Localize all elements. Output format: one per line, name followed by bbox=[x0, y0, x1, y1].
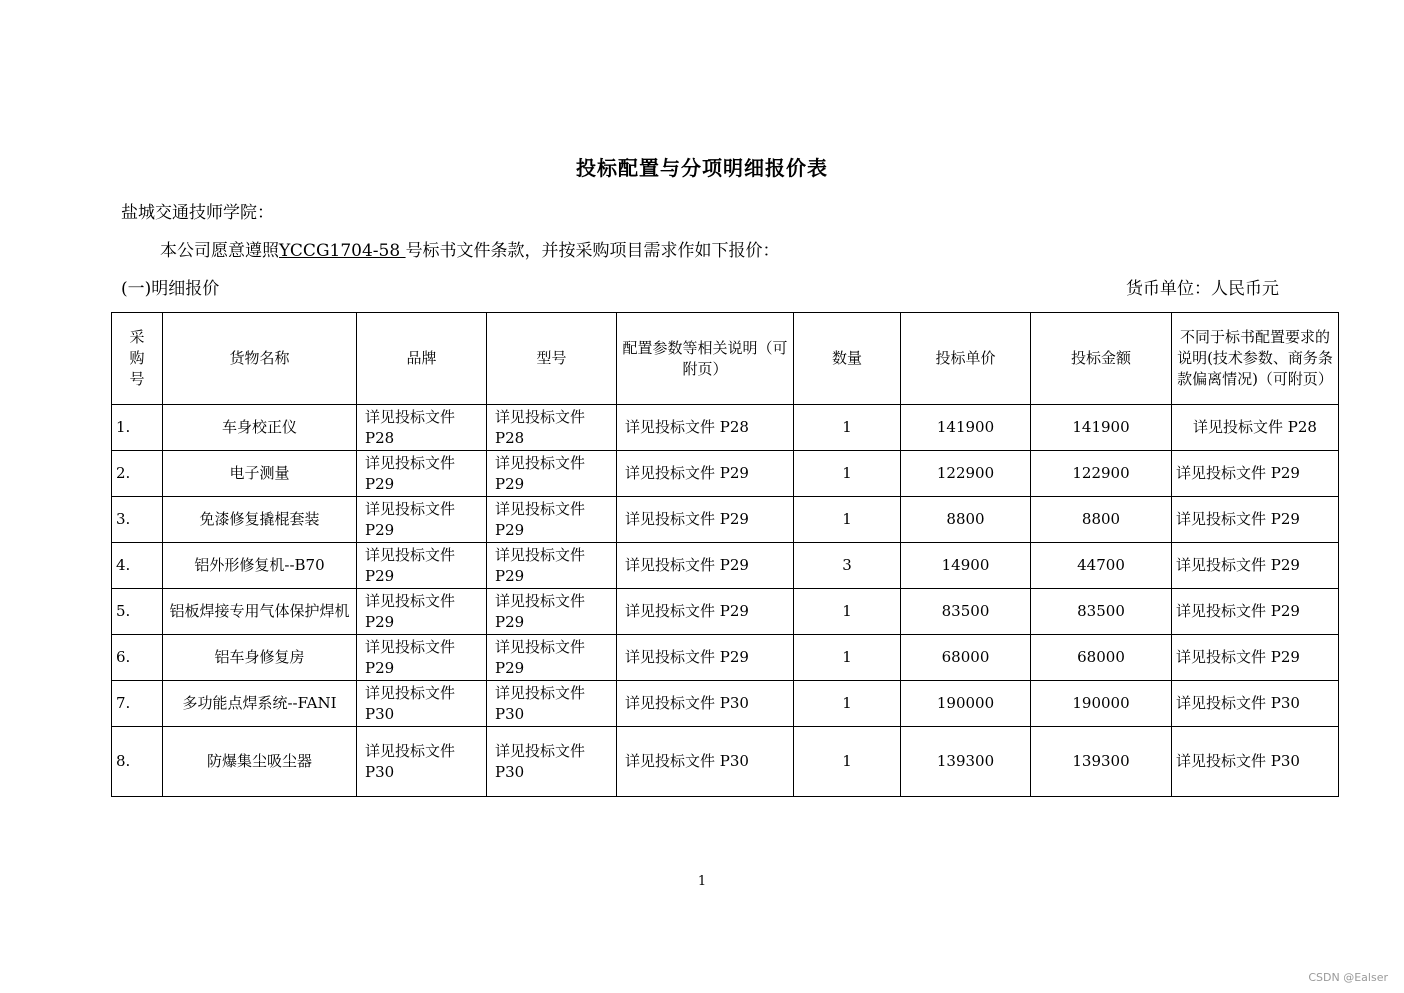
cell-no: 8. bbox=[112, 727, 163, 797]
cell-config: 详见投标文件 P29 bbox=[617, 451, 794, 497]
table-row bbox=[112, 681, 1339, 727]
cell-model: 详见投标文件P29 bbox=[487, 451, 617, 497]
cell-deviation: 详见投标文件 P29 bbox=[1172, 635, 1339, 681]
cell-name: 铝车身修复房 bbox=[163, 635, 357, 681]
cell-amount: 8800 bbox=[1031, 497, 1172, 543]
table-row bbox=[112, 543, 1339, 589]
page-number: 1 bbox=[697, 874, 707, 889]
cell-name: 防爆集尘吸尘器 bbox=[163, 727, 357, 797]
cell-config: 详见投标文件 P29 bbox=[617, 589, 794, 635]
cell-unit-price: 68000 bbox=[901, 635, 1031, 681]
cell-name: 多功能点焊系统--FANI bbox=[163, 681, 357, 727]
table-row bbox=[112, 727, 1339, 797]
cell-qty: 1 bbox=[794, 727, 901, 797]
cell-unit-price: 190000 bbox=[901, 681, 1031, 727]
cell-amount: 139300 bbox=[1031, 727, 1172, 797]
cell-no: 1. bbox=[112, 405, 163, 451]
cell-qty: 1 bbox=[794, 635, 901, 681]
cell-deviation: 详见投标文件 P30 bbox=[1172, 727, 1339, 797]
cell-amount: 44700 bbox=[1031, 543, 1172, 589]
header-name: 货物名称 bbox=[163, 313, 357, 405]
header-row bbox=[112, 313, 1339, 405]
cell-brand: 详见投标文件P29 bbox=[357, 543, 487, 589]
cell-unit-price: 141900 bbox=[901, 405, 1031, 451]
cell-qty: 1 bbox=[794, 451, 901, 497]
table-row bbox=[112, 405, 1339, 451]
cell-unit-price: 122900 bbox=[901, 451, 1031, 497]
header-qty: 数量 bbox=[794, 313, 901, 405]
cell-name: 车身校正仪 bbox=[163, 405, 357, 451]
watermark: CSDN @Ealser bbox=[1308, 971, 1388, 984]
cell-unit-price: 14900 bbox=[901, 543, 1031, 589]
tender-number: YCCG1704-58 bbox=[279, 241, 406, 261]
cell-no: 3. bbox=[112, 497, 163, 543]
cell-no: 2. bbox=[112, 451, 163, 497]
cell-no: 4. bbox=[112, 543, 163, 589]
cell-brand: 详见投标文件P28 bbox=[357, 405, 487, 451]
cell-deviation: 详见投标文件 P29 bbox=[1172, 543, 1339, 589]
cell-model: 详见投标文件P28 bbox=[487, 405, 617, 451]
cell-amount: 68000 bbox=[1031, 635, 1172, 681]
addressee: 盐城交通技师学院： bbox=[121, 203, 274, 223]
cell-brand: 详见投标文件P30 bbox=[357, 681, 487, 727]
cell-amount: 122900 bbox=[1031, 451, 1172, 497]
cell-config: 详见投标文件 P30 bbox=[617, 727, 794, 797]
currency-label: 货币单位：人民币元 bbox=[1126, 279, 1279, 299]
cell-name: 铝板焊接专用气体保护焊机 bbox=[163, 589, 357, 635]
cell-qty: 1 bbox=[794, 405, 901, 451]
cell-amount: 190000 bbox=[1031, 681, 1172, 727]
header-brand: 品牌 bbox=[357, 313, 487, 405]
cell-config: 详见投标文件 P28 bbox=[617, 405, 794, 451]
cell-deviation: 详见投标文件 P29 bbox=[1172, 497, 1339, 543]
cell-config: 详见投标文件 P29 bbox=[617, 543, 794, 589]
cell-model: 详见投标文件P30 bbox=[487, 681, 617, 727]
intro-paragraph bbox=[160, 236, 780, 261]
cell-amount: 141900 bbox=[1031, 405, 1172, 451]
quote-table bbox=[111, 312, 1339, 797]
cell-model: 详见投标文件P29 bbox=[487, 497, 617, 543]
cell-qty: 1 bbox=[794, 681, 901, 727]
cell-deviation: 详见投标文件 P30 bbox=[1172, 681, 1339, 727]
cell-brand: 详见投标文件P29 bbox=[357, 635, 487, 681]
cell-amount: 83500 bbox=[1031, 589, 1172, 635]
section-label: (一)明细报价 bbox=[121, 279, 220, 299]
header-amount: 投标金额 bbox=[1031, 313, 1172, 405]
cell-name: 电子测量 bbox=[163, 451, 357, 497]
cell-unit-price: 8800 bbox=[901, 497, 1031, 543]
cell-brand: 详见投标文件P29 bbox=[357, 589, 487, 635]
cell-config: 详见投标文件 P30 bbox=[617, 681, 794, 727]
cell-unit-price: 139300 bbox=[901, 727, 1031, 797]
cell-qty: 1 bbox=[794, 497, 901, 543]
cell-name: 铝外形修复机--B70 bbox=[163, 543, 357, 589]
cell-qty: 1 bbox=[794, 589, 901, 635]
header-unit-price: 投标单价 bbox=[901, 313, 1031, 405]
table-row bbox=[112, 497, 1339, 543]
cell-name: 免漆修复撬棍套装 bbox=[163, 497, 357, 543]
cell-model: 详见投标文件P29 bbox=[487, 635, 617, 681]
cell-unit-price: 83500 bbox=[901, 589, 1031, 635]
cell-brand: 详见投标文件P29 bbox=[357, 451, 487, 497]
header-deviation: 不同于标书配置要求的说明(技术参数、商务条款偏离情况)（可附页） bbox=[1172, 313, 1339, 405]
cell-deviation: 详见投标文件 P28 bbox=[1172, 405, 1339, 451]
cell-config: 详见投标文件 P29 bbox=[617, 635, 794, 681]
table-row bbox=[112, 635, 1339, 681]
header-model: 型号 bbox=[487, 313, 617, 405]
cell-no: 6. bbox=[112, 635, 163, 681]
cell-brand: 详见投标文件P30 bbox=[357, 727, 487, 797]
table-row bbox=[112, 451, 1339, 497]
cell-brand: 详见投标文件P29 bbox=[357, 497, 487, 543]
cell-model: 详见投标文件P30 bbox=[487, 727, 617, 797]
cell-model: 详见投标文件P29 bbox=[487, 543, 617, 589]
header-config: 配置参数等相关说明（可附页） bbox=[617, 313, 794, 405]
header-no: 采购号 bbox=[112, 313, 163, 405]
cell-no: 5. bbox=[112, 589, 163, 635]
cell-deviation: 详见投标文件 P29 bbox=[1172, 589, 1339, 635]
cell-no: 7. bbox=[112, 681, 163, 727]
cell-qty: 3 bbox=[794, 543, 901, 589]
table-row bbox=[112, 589, 1339, 635]
intro-before: 本公司愿意遵照 bbox=[160, 241, 279, 261]
cell-deviation: 详见投标文件 P29 bbox=[1172, 451, 1339, 497]
cell-model: 详见投标文件P29 bbox=[487, 589, 617, 635]
intro-after: 号标书文件条款，并按采购项目需求作如下报价： bbox=[405, 241, 780, 261]
document-title: 投标配置与分项明细报价表 bbox=[576, 156, 828, 180]
cell-config: 详见投标文件 P29 bbox=[617, 497, 794, 543]
